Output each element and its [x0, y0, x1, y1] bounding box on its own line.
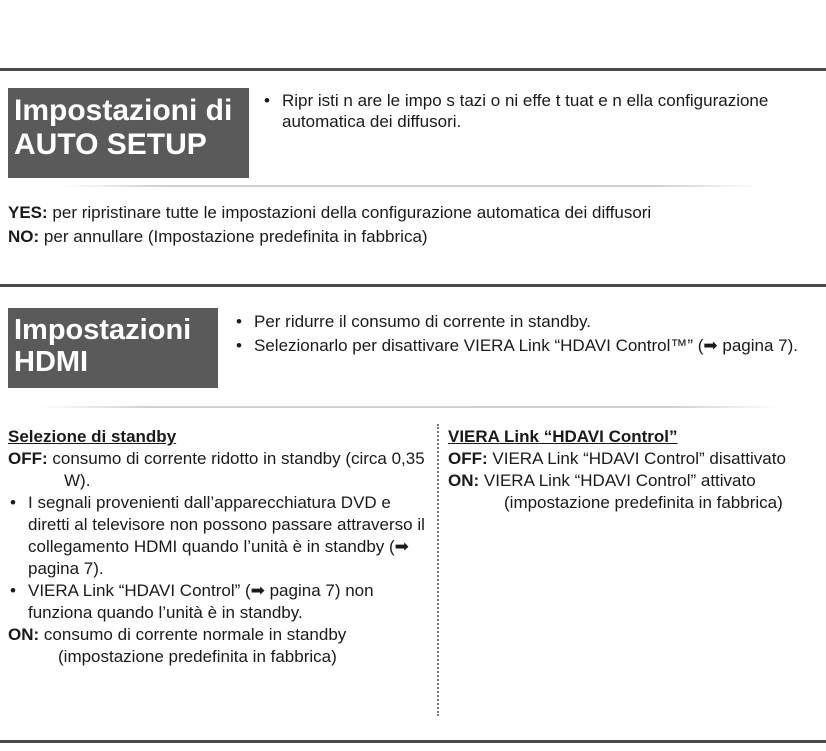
- viera-off-entry: [448, 448, 816, 470]
- option-text: per annullare (Impostazione predefinita in fabbrica): [43, 227, 428, 246]
- option-no: [8, 226, 428, 248]
- option-yes: [8, 202, 651, 224]
- section-title-hdmi: [8, 308, 218, 388]
- bottom-rule: [0, 740, 826, 743]
- option-text: per ripristinare tutte le impostazioni della configurazione automatica dei diffusori: [52, 203, 652, 222]
- section-description: [262, 90, 802, 132]
- description-bullet: • Ripr isti n are le impo s tazi o ni effe t tuat e n ella configurazione automatica dei diffusori.: [262, 90, 802, 132]
- option-key: YES:: [8, 203, 48, 222]
- section-title-line2: AUTO SETUP: [14, 128, 207, 161]
- entry-text: VIERA Link “HDAVI Control” attivato (impostazione predefinita in fabbrica): [483, 471, 783, 512]
- top-rule: [0, 68, 826, 71]
- section-title-line2: HDMI: [14, 346, 89, 378]
- divider: [60, 185, 760, 187]
- entry-text: consumo di corrente ridotto in standby (circa 0,35 W).: [52, 449, 425, 490]
- entry-key: OFF:: [448, 449, 488, 468]
- viera-link-heading: VIERA Link “HDAVI Control”: [448, 427, 678, 446]
- entry-text: VIERA Link “HDAVI Control” disattivato: [492, 449, 786, 468]
- standby-on-entry: [8, 624, 428, 668]
- standby-note: • VIERA Link “HDAVI Control” (➡ pagina 7) non funziona quando l’unità è in standby.: [8, 580, 428, 624]
- section-description: [234, 310, 804, 358]
- description-bullet: • Per ridurre il consumo di corrente in standby.: [234, 310, 804, 334]
- entry-text: consumo di corrente normale in standby (impostazione predefinita in fabbrica): [43, 625, 347, 666]
- entry-key: ON:: [448, 471, 480, 490]
- viera-on-entry: [448, 470, 816, 514]
- description-bullet: • Selezionarlo per disattivare VIERA Link “HDAVI Control™” (➡ pagina 7).: [234, 334, 804, 358]
- entry-key: OFF:: [8, 449, 48, 468]
- entry-key: ON:: [8, 625, 40, 644]
- section-title-auto-setup: [8, 88, 249, 178]
- section-title-line1: Impostazioni: [14, 314, 192, 346]
- viera-link-column: [448, 426, 816, 514]
- standby-heading: Selezione di standby: [8, 427, 177, 446]
- middle-rule: [0, 284, 826, 287]
- standby-note: • I segnali provenienti dall’apparecchiatura DVD e diretti al televisore non possono passare attraverso il collegamento HDMI quando l’unità è in standby (➡ pagina 7).: [8, 492, 428, 580]
- column-divider: [437, 424, 439, 716]
- standby-off-entry: [8, 448, 428, 492]
- standby-column: [8, 426, 428, 668]
- divider: [40, 406, 780, 408]
- section-title-line1: Impostazioni di: [14, 94, 233, 127]
- option-key: NO:: [8, 227, 40, 246]
